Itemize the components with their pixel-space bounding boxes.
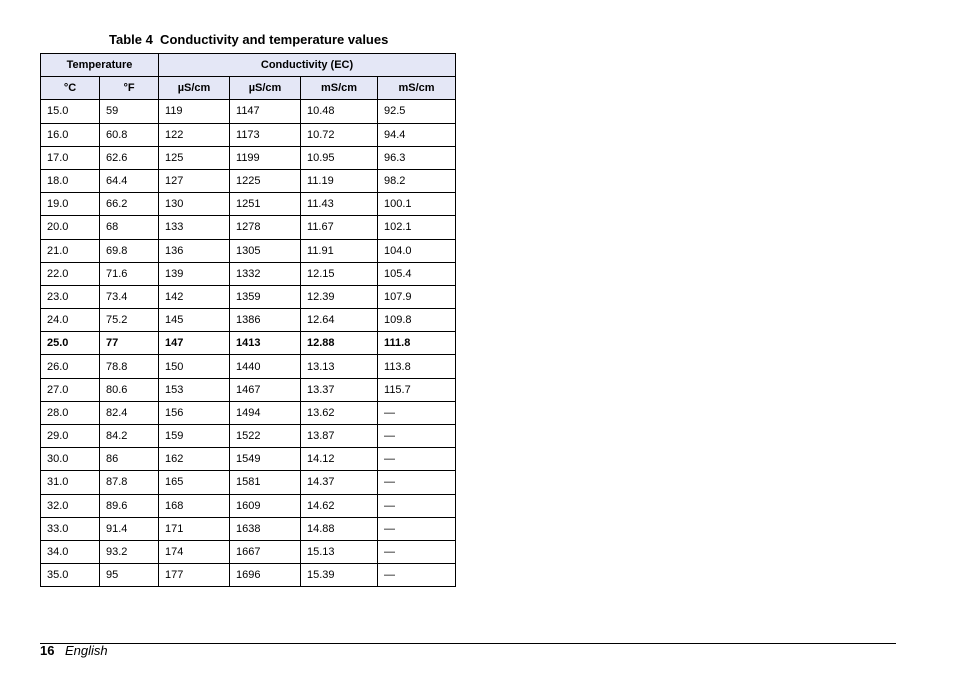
cell-ms-cm-b: 113.8 — [378, 355, 456, 378]
cell-fahrenheit: 82.4 — [100, 401, 159, 424]
cell-ms-cm-b: 109.8 — [378, 309, 456, 332]
cell-celsius: 28.0 — [41, 401, 100, 424]
table-row — [41, 517, 456, 540]
cell-us-cm-b: 1467 — [230, 378, 301, 401]
cell-fahrenheit: 84.2 — [100, 425, 159, 448]
cell-us-cm-b: 1494 — [230, 401, 301, 424]
cell-us-cm-b: 1696 — [230, 564, 301, 587]
cell-fahrenheit: 69.8 — [100, 239, 159, 262]
table-row — [41, 146, 456, 169]
table-row — [41, 564, 456, 587]
cell-fahrenheit: 60.8 — [100, 123, 159, 146]
cell-ms-cm-a: 12.39 — [301, 285, 378, 308]
cell-ms-cm-a: 15.39 — [301, 564, 378, 587]
table-row — [41, 169, 456, 192]
cell-celsius: 32.0 — [41, 494, 100, 517]
cell-celsius: 27.0 — [41, 378, 100, 401]
cell-fahrenheit: 71.6 — [100, 262, 159, 285]
cell-ms-cm-b: — — [378, 401, 456, 424]
cell-us-cm-b: 1413 — [230, 332, 301, 355]
cell-ms-cm-a: 13.87 — [301, 425, 378, 448]
cell-ms-cm-b: 115.7 — [378, 378, 456, 401]
cell-ms-cm-b: — — [378, 425, 456, 448]
table-row — [41, 332, 456, 355]
cell-ms-cm-b: 105.4 — [378, 262, 456, 285]
cell-us-cm-a: 145 — [159, 309, 230, 332]
cell-us-cm-b: 1251 — [230, 193, 301, 216]
table-body — [41, 100, 456, 587]
cell-celsius: 26.0 — [41, 355, 100, 378]
cell-us-cm-a: 142 — [159, 285, 230, 308]
header-unit-us-cm-2: µS/cm — [230, 77, 301, 100]
cell-us-cm-b: 1386 — [230, 309, 301, 332]
table-row — [41, 239, 456, 262]
cell-us-cm-a: 162 — [159, 448, 230, 471]
cell-fahrenheit: 77 — [100, 332, 159, 355]
table-row — [41, 471, 456, 494]
cell-fahrenheit: 86 — [100, 448, 159, 471]
header-unit-us-cm-1: µS/cm — [159, 77, 230, 100]
cell-ms-cm-a: 10.72 — [301, 123, 378, 146]
cell-fahrenheit: 89.6 — [100, 494, 159, 517]
cell-fahrenheit: 64.4 — [100, 169, 159, 192]
cell-ms-cm-a: 14.62 — [301, 494, 378, 517]
cell-ms-cm-a: 14.37 — [301, 471, 378, 494]
cell-ms-cm-a: 15.13 — [301, 540, 378, 563]
table-row — [41, 123, 456, 146]
cell-us-cm-a: 139 — [159, 262, 230, 285]
cell-us-cm-b: 1199 — [230, 146, 301, 169]
cell-us-cm-b: 1278 — [230, 216, 301, 239]
cell-fahrenheit: 59 — [100, 100, 159, 123]
cell-celsius: 22.0 — [41, 262, 100, 285]
cell-ms-cm-a: 13.13 — [301, 355, 378, 378]
cell-fahrenheit: 62.6 — [100, 146, 159, 169]
table-row — [41, 378, 456, 401]
cell-celsius: 18.0 — [41, 169, 100, 192]
cell-ms-cm-b: — — [378, 448, 456, 471]
cell-ms-cm-b: — — [378, 517, 456, 540]
cell-celsius: 17.0 — [41, 146, 100, 169]
cell-ms-cm-b: 107.9 — [378, 285, 456, 308]
header-conductivity: Conductivity (EC) — [159, 54, 456, 77]
cell-ms-cm-a: 12.88 — [301, 332, 378, 355]
cell-celsius: 19.0 — [41, 193, 100, 216]
cell-ms-cm-b: 104.0 — [378, 239, 456, 262]
cell-us-cm-b: 1609 — [230, 494, 301, 517]
cell-celsius: 20.0 — [41, 216, 100, 239]
table-row — [41, 216, 456, 239]
cell-fahrenheit: 95 — [100, 564, 159, 587]
conductivity-table — [40, 53, 456, 587]
cell-ms-cm-a: 11.19 — [301, 169, 378, 192]
table-row — [41, 193, 456, 216]
cell-ms-cm-b: 94.4 — [378, 123, 456, 146]
cell-us-cm-b: 1305 — [230, 239, 301, 262]
cell-us-cm-a: 136 — [159, 239, 230, 262]
cell-celsius: 16.0 — [41, 123, 100, 146]
cell-us-cm-a: 122 — [159, 123, 230, 146]
cell-fahrenheit: 80.6 — [100, 378, 159, 401]
cell-celsius: 33.0 — [41, 517, 100, 540]
cell-ms-cm-a: 11.67 — [301, 216, 378, 239]
table-row — [41, 425, 456, 448]
cell-ms-cm-b: 100.1 — [378, 193, 456, 216]
table-row — [41, 262, 456, 285]
cell-us-cm-a: 133 — [159, 216, 230, 239]
footer-divider — [40, 643, 896, 644]
cell-celsius: 23.0 — [41, 285, 100, 308]
cell-us-cm-a: 165 — [159, 471, 230, 494]
header-unit-ms-cm-2: mS/cm — [378, 77, 456, 100]
cell-us-cm-a: 127 — [159, 169, 230, 192]
page-number: 16 — [40, 643, 55, 658]
cell-us-cm-a: 125 — [159, 146, 230, 169]
cell-celsius: 24.0 — [41, 309, 100, 332]
cell-ms-cm-b: 102.1 — [378, 216, 456, 239]
table-row — [41, 285, 456, 308]
cell-us-cm-b: 1225 — [230, 169, 301, 192]
cell-fahrenheit: 75.2 — [100, 309, 159, 332]
cell-us-cm-a: 174 — [159, 540, 230, 563]
table-row — [41, 355, 456, 378]
cell-us-cm-b: 1667 — [230, 540, 301, 563]
cell-us-cm-a: 119 — [159, 100, 230, 123]
cell-ms-cm-a: 11.43 — [301, 193, 378, 216]
cell-us-cm-a: 177 — [159, 564, 230, 587]
cell-us-cm-b: 1549 — [230, 448, 301, 471]
cell-ms-cm-a: 10.48 — [301, 100, 378, 123]
cell-us-cm-a: 159 — [159, 425, 230, 448]
header-temperature: Temperature — [41, 54, 159, 77]
header-unit-celsius: °C — [41, 77, 100, 100]
cell-us-cm-a: 130 — [159, 193, 230, 216]
cell-fahrenheit: 68 — [100, 216, 159, 239]
cell-ms-cm-b: — — [378, 471, 456, 494]
header-unit-fahrenheit: °F — [100, 77, 159, 100]
table-row — [41, 494, 456, 517]
page-language: English — [65, 643, 108, 658]
cell-ms-cm-b: 98.2 — [378, 169, 456, 192]
cell-fahrenheit: 73.4 — [100, 285, 159, 308]
cell-fahrenheit: 78.8 — [100, 355, 159, 378]
cell-celsius: 25.0 — [41, 332, 100, 355]
cell-us-cm-a: 153 — [159, 378, 230, 401]
cell-celsius: 34.0 — [41, 540, 100, 563]
table-row — [41, 401, 456, 424]
cell-us-cm-b: 1581 — [230, 471, 301, 494]
cell-ms-cm-b: 111.8 — [378, 332, 456, 355]
cell-celsius: 35.0 — [41, 564, 100, 587]
cell-us-cm-a: 156 — [159, 401, 230, 424]
cell-us-cm-a: 168 — [159, 494, 230, 517]
cell-us-cm-b: 1522 — [230, 425, 301, 448]
table-row — [41, 540, 456, 563]
cell-celsius: 21.0 — [41, 239, 100, 262]
cell-celsius: 29.0 — [41, 425, 100, 448]
header-group-row — [41, 54, 456, 77]
cell-us-cm-a: 150 — [159, 355, 230, 378]
cell-celsius: 30.0 — [41, 448, 100, 471]
table-caption: Table 4 Conductivity and temperature values — [109, 32, 389, 47]
cell-fahrenheit: 93.2 — [100, 540, 159, 563]
cell-ms-cm-a: 11.91 — [301, 239, 378, 262]
table-row — [41, 309, 456, 332]
cell-us-cm-b: 1173 — [230, 123, 301, 146]
cell-fahrenheit: 66.2 — [100, 193, 159, 216]
cell-ms-cm-b: 92.5 — [378, 100, 456, 123]
cell-ms-cm-a: 10.95 — [301, 146, 378, 169]
table-row — [41, 448, 456, 471]
cell-ms-cm-b: — — [378, 540, 456, 563]
cell-ms-cm-a: 12.64 — [301, 309, 378, 332]
header-unit-ms-cm-1: mS/cm — [301, 77, 378, 100]
cell-ms-cm-a: 12.15 — [301, 262, 378, 285]
cell-us-cm-a: 171 — [159, 517, 230, 540]
cell-us-cm-a: 147 — [159, 332, 230, 355]
cell-us-cm-b: 1332 — [230, 262, 301, 285]
cell-ms-cm-a: 13.37 — [301, 378, 378, 401]
cell-fahrenheit: 91.4 — [100, 517, 159, 540]
cell-ms-cm-a: 14.88 — [301, 517, 378, 540]
cell-celsius: 31.0 — [41, 471, 100, 494]
table-row — [41, 100, 456, 123]
cell-us-cm-b: 1440 — [230, 355, 301, 378]
cell-ms-cm-a: 14.12 — [301, 448, 378, 471]
cell-fahrenheit: 87.8 — [100, 471, 159, 494]
cell-ms-cm-b: 96.3 — [378, 146, 456, 169]
cell-us-cm-b: 1147 — [230, 100, 301, 123]
cell-ms-cm-b: — — [378, 494, 456, 517]
cell-us-cm-b: 1359 — [230, 285, 301, 308]
cell-celsius: 15.0 — [41, 100, 100, 123]
cell-ms-cm-b: — — [378, 564, 456, 587]
header-unit-row — [41, 77, 456, 100]
cell-us-cm-b: 1638 — [230, 517, 301, 540]
cell-ms-cm-a: 13.62 — [301, 401, 378, 424]
